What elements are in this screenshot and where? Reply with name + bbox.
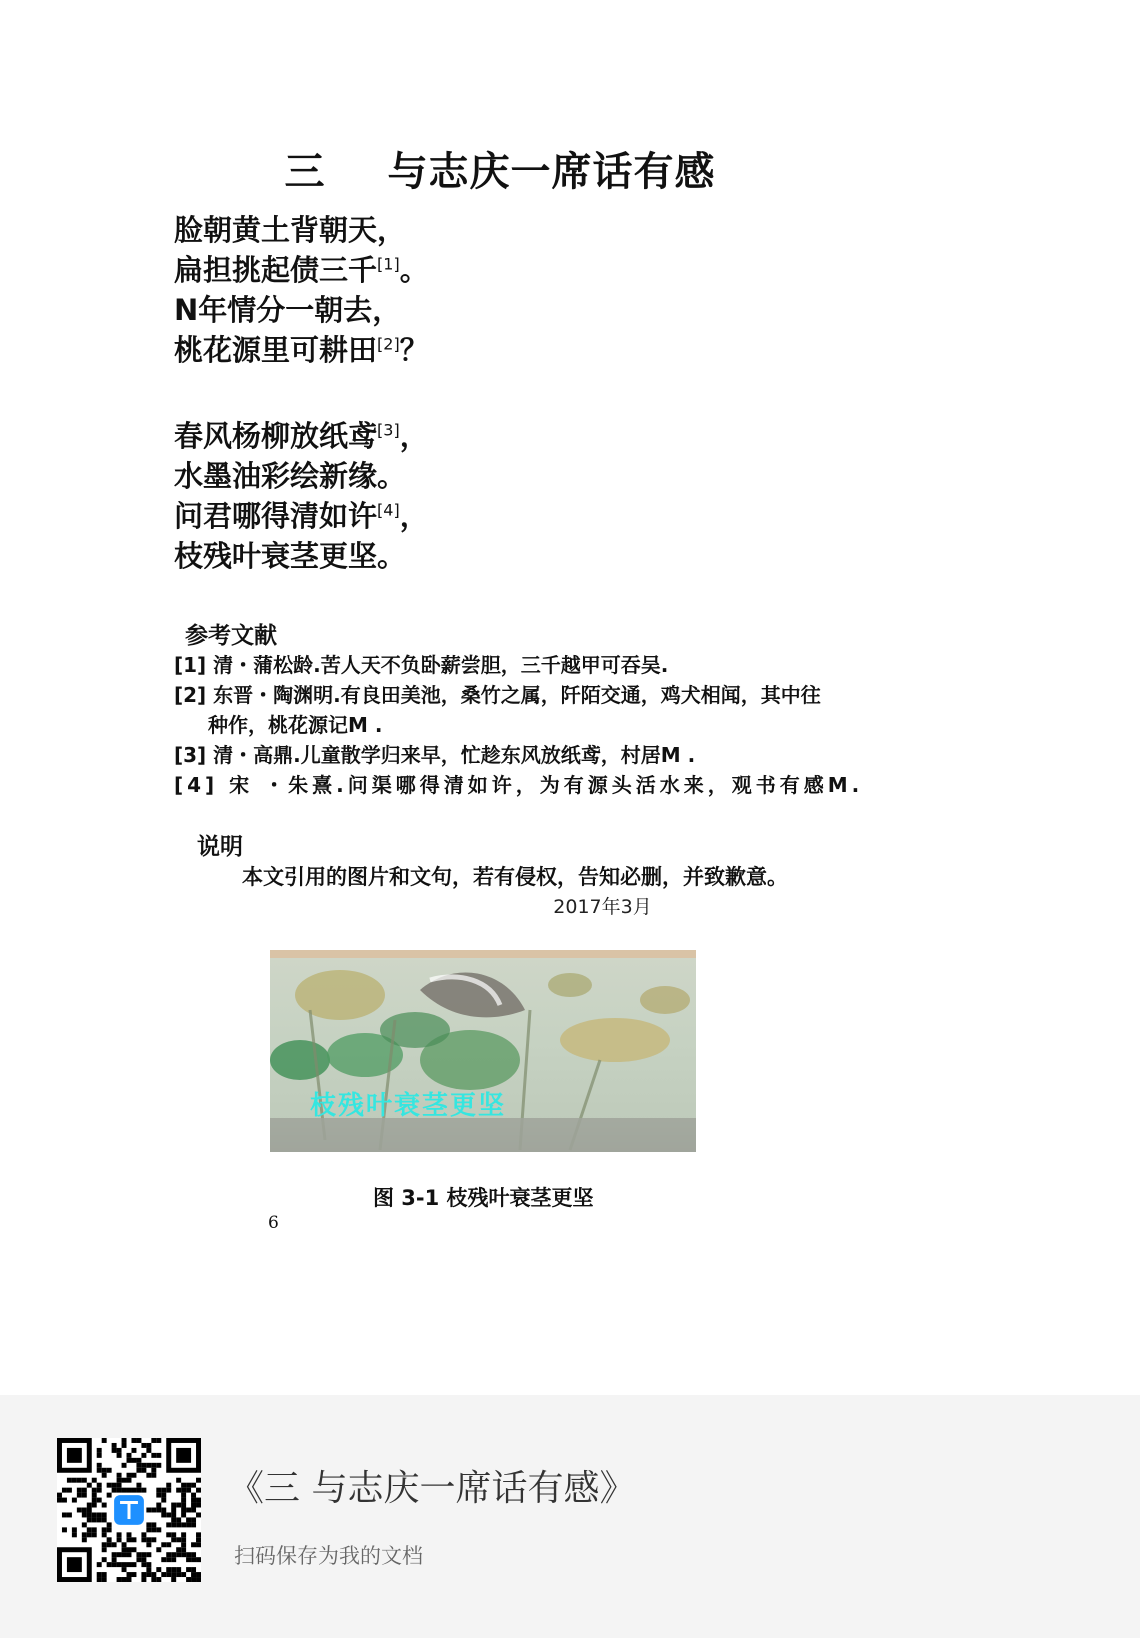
reference-item: [1] 清・蒲松龄.苦人天不负卧薪尝胆，三千越甲可吞吴. — [174, 653, 669, 677]
reference-item: [2] 东晋・陶渊明.有良田美池，桑竹之属，阡陌交通，鸡犬相闻，其中往 — [174, 683, 821, 707]
footer-document-title[interactable]: 《三 与志庆一席话有感》 — [228, 1468, 636, 1509]
poem-stanza-1 — [174, 210, 429, 370]
figure-overlay-text: 枝残叶衰茎更坚 — [310, 1091, 507, 1121]
qr-code-icon[interactable] — [57, 1438, 201, 1582]
poem-line: 扁担挑起债三千[1]。 — [174, 253, 429, 287]
poem-line: N年情分一朝去， — [174, 293, 402, 327]
title-text: 与志庆一席话有感 — [387, 149, 716, 195]
note-heading: 说明 — [197, 834, 243, 860]
figure-caption: 图 3-1 枝残叶衰茎更坚 — [373, 1186, 594, 1210]
poem-stanza-2 — [174, 416, 429, 576]
poem-line: 春风杨柳放纸鸢[3]， — [174, 419, 429, 453]
references-heading: 参考文献 — [185, 623, 277, 649]
footer-bar — [0, 1395, 1140, 1638]
poem-line: 桃花源里可耕田[2]？ — [174, 333, 429, 367]
qr-code-graphic — [57, 1438, 201, 1582]
footer-save-hint: 扫码保存为我的文档 — [234, 1544, 423, 1568]
poem-line: 水墨油彩绘新缘。 — [174, 459, 407, 493]
page-number: 6 — [268, 1213, 279, 1233]
poem-line: 枝残叶衰茎更坚。 — [174, 539, 407, 573]
title-number: 三 — [284, 149, 326, 195]
poem-line: 脸朝黄土背朝天， — [174, 213, 407, 247]
document-date: 2017年3月 — [553, 896, 652, 918]
references-list — [174, 650, 863, 800]
reference-item: [3] 清・高鼎.儿童散学归来早，忙趁东风放纸鸢，村居M . — [174, 743, 696, 767]
lotus-painting-image — [270, 950, 696, 1152]
poem-line: 问君哪得清如许[4]， — [174, 499, 429, 533]
document-title — [0, 140, 1000, 197]
reference-item-continuation: 种作，桃花源记M . — [208, 713, 383, 737]
reference-item: [4] 宋 ・朱熹.问渠哪得清如许，为有源头活水来，观书有感M. — [174, 773, 864, 797]
note-body: 本文引用的图片和文句，若有侵权，告知必删，并致歉意。 — [242, 865, 788, 889]
